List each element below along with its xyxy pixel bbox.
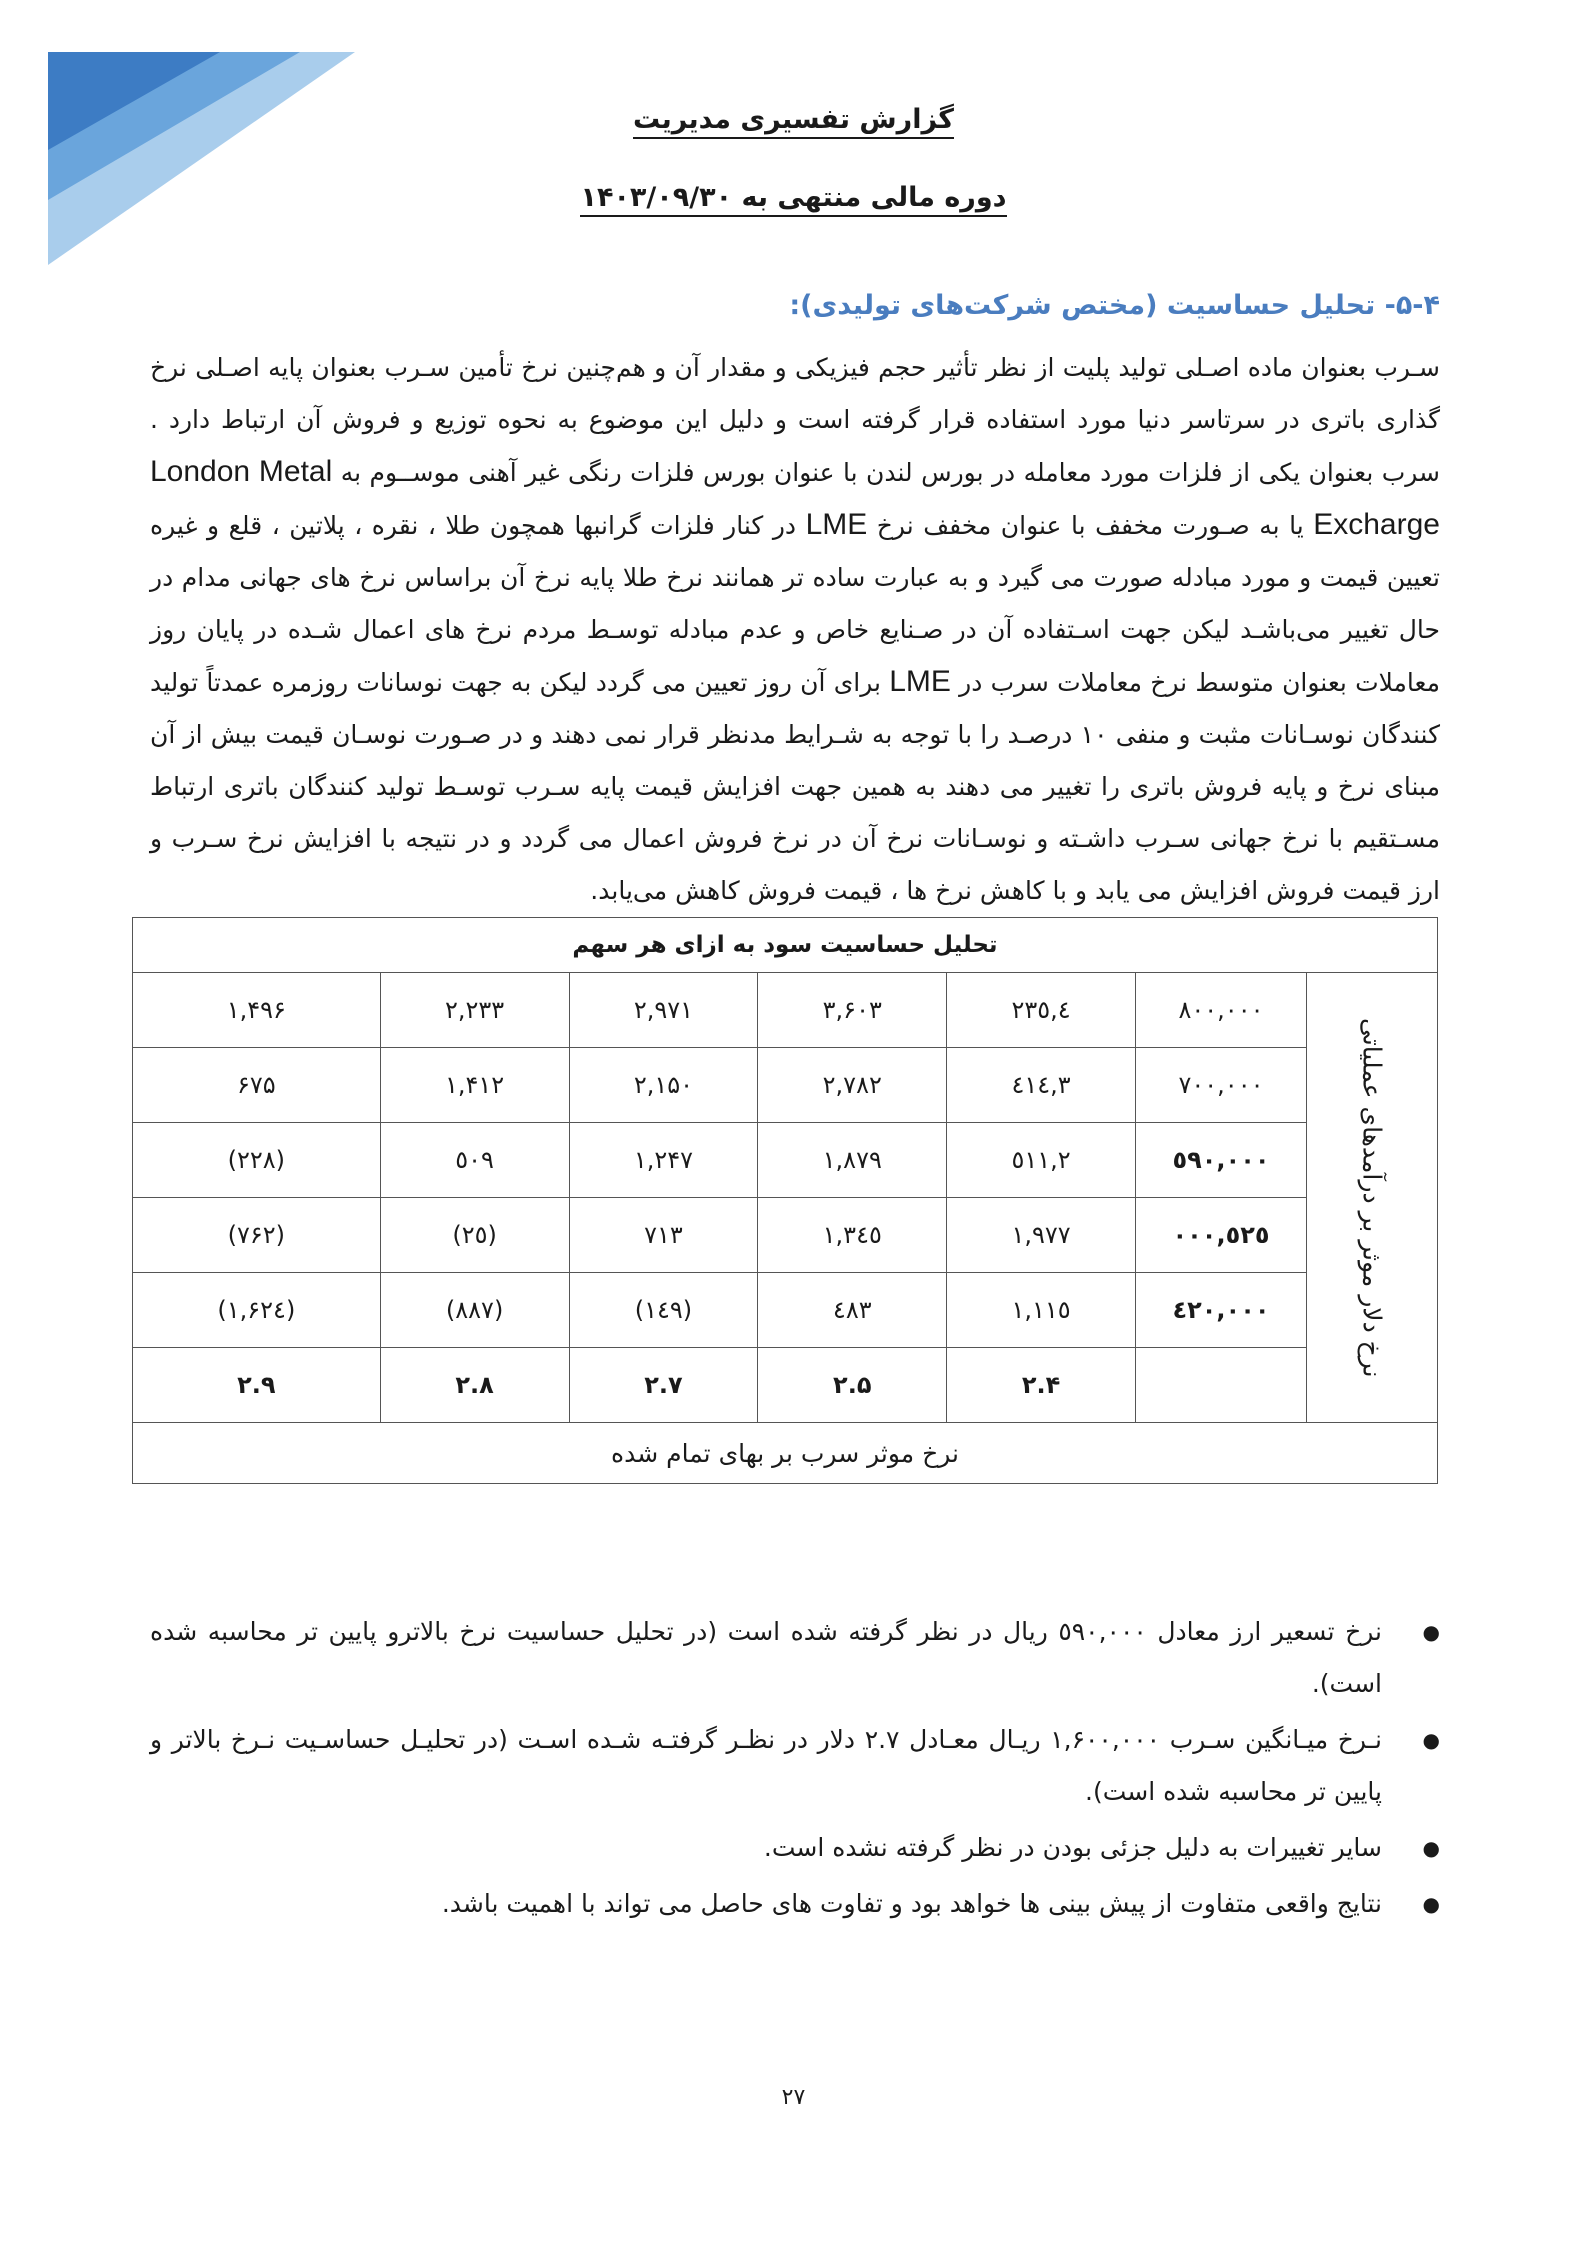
- table-cell: ۱,۴۱۲: [380, 1048, 569, 1123]
- report-title: گزارش تفسیری مدیریت: [0, 104, 1587, 135]
- table-row: [133, 1273, 1438, 1348]
- table-row: [133, 1048, 1438, 1123]
- table-row: [133, 1123, 1438, 1198]
- table-row: [133, 973, 1438, 1048]
- assumptions-list: [150, 1606, 1440, 1934]
- rate-cell: ۸۰۰,۰۰۰: [1136, 973, 1307, 1048]
- table-cell: ۲,۷۸۲: [758, 1048, 947, 1123]
- table-cell: ۱,۸۷۹: [758, 1123, 947, 1198]
- table-cell: (۱,۶۲٤): [133, 1273, 381, 1348]
- corner-decoration: [0, 0, 360, 270]
- table-cell: (۸۸۷): [380, 1273, 569, 1348]
- rate-cell: ٥۲٥,۰۰۰: [1136, 1198, 1307, 1273]
- table-cell: ۱,۳٤٥: [758, 1198, 947, 1273]
- lme-full-name: London Metal Excharge: [150, 455, 1440, 541]
- lead-rate-cell: ۲.۴: [947, 1348, 1136, 1423]
- rate-cell: ٥۹۰,۰۰۰: [1136, 1123, 1307, 1198]
- table-cell: ۳,۶۰۳: [758, 973, 947, 1048]
- page-number: ۲۷: [781, 2085, 806, 2110]
- rate-cell: ۷۰۰,۰۰۰: [1136, 1048, 1307, 1123]
- table-cell: ۲,۲۳۳: [380, 973, 569, 1048]
- column-axis-label: نرخ موثر سرب بر بهای تمام شده: [133, 1423, 1438, 1484]
- table-cell: ٥۰۹: [380, 1123, 569, 1198]
- empty-cell: [1136, 1348, 1307, 1423]
- table-cell: (۱٤۹): [569, 1273, 758, 1348]
- rate-cell: ٤۲۰,۰۰۰: [1136, 1273, 1307, 1348]
- list-item: ● نـرخ میـانگین سـرب ۱,۶۰۰,۰۰۰ ریـال معـادل ۲.۷ دلار در نظـر گرفتـه شـده اسـت (در تحلیـل حساسـیت نـرخ بالاتر و پایین تر محاسبه شده است).: [150, 1714, 1440, 1818]
- sensitivity-table: [132, 917, 1438, 1484]
- table-cell: ۱,۲۴۷: [569, 1123, 758, 1198]
- section-title: ۵-۴- تحلیل حساسیت (مختص شرکت‌های تولیدی):: [789, 290, 1440, 321]
- lme-abbr: LME: [889, 665, 951, 698]
- table-caption: تحلیل حساسیت سود به ازای هر سهم: [133, 918, 1438, 973]
- report-period: دوره مالی منتهی به ۱۴۰۳/۰۹/۳۰: [0, 182, 1587, 213]
- table-row: [133, 1198, 1438, 1273]
- row-axis-label: نرخ دلار موثر بر درآمدهای عملیاتی: [1307, 973, 1438, 1423]
- list-item: ● نتایج واقعی متفاوت از پیش بینی ها خواهد بود و تفاوت های حاصل می تواند با اهمیت باشد.: [150, 1878, 1440, 1930]
- table-cell: ۶۷۵: [133, 1048, 381, 1123]
- table-cell: ۳,٤۱٤: [947, 1048, 1136, 1123]
- table-cell: ٤,۲۳٥: [947, 973, 1136, 1048]
- lead-rate-cell: ۲.۵: [758, 1348, 947, 1423]
- table-cell: ۲,٥۱۱: [947, 1123, 1136, 1198]
- lead-rate-cell: ۲.۷: [569, 1348, 758, 1423]
- lead-rate-cell: ۲.۸: [380, 1348, 569, 1423]
- lme-abbr: LME: [805, 508, 868, 541]
- table-cell: ۱,۹۷۷: [947, 1198, 1136, 1273]
- table-cell: (۲۲۸): [133, 1123, 381, 1198]
- lead-rate-cell: ۲.۹: [133, 1348, 381, 1423]
- table-cell: ۱,۱۱٥: [947, 1273, 1136, 1348]
- list-item: ● سایر تغییرات به دلیل جزئی بودن در نظر گرفته نشده است.: [150, 1822, 1440, 1874]
- table-cell: (۲٥): [380, 1198, 569, 1273]
- section-paragraph: سـرب بعنوان ماده اصـلی تولید پلیت از نظر تأثیر حجم فیزیکی و مقدار آن و هم‌چنین نرخ تأمین سـرب بعنوان پایه اصـلی نرخ گذاری باتری در سرتاسر دنیا مورد استفاده قرار گرفته است و دلیل این موضوع به نحوه توزیع و فروش آن ارتباط دارد . سرب بعنوان یکی از فلزات مورد معامله در بورس لندن با عنوان بورس فلزات رنگی غیر آهنی موســوم به London Metal Excharge یا به صـورت مخفف با عنوان مخفف نرخ LME در کنار فلزات گرانبها همچون طلا ، نقره ، پلاتین ، قلع و غیره تعیین قیمت و مورد مبادله صورت می گیرد و به عبارت ساده تر همانند نرخ طلا پایه نرخ آن براساس نرخ های جهانی مدام در حال تغییر می‌باشـد لیکن جهت اسـتفاده آن در صـنایع خاص و عدم مبادله توسـط مردم نرخ های اعمال شـده در پایان روز معاملات بعنوان متوسط نرخ معاملات سرب در LME برای آن روز تعیین می گردد لیکن به جهت نوسانات روزمره عمدتاً تولید کنندگان نوسـانات مثبت و منفی ۱۰ درصـد را با توجه به شـرایط مدنظر قرار نمی دهند و در صـورت نوسـان قیمت بیش از آن مبنای نرخ و پایه فروش باتری را تغییر می دهند به همین جهت افزایش قیمت پایه سـرب توسـط تولید کنندگان باتری ارتباط مسـتقیم با نرخ جهانی سـرب داشـته و نوسـانات نرخ آن در نرخ فروش اعمال می گردد و در نتیجه با افزایش نرخ سـرب و ارز قیمت فروش افزایش می یابد و با کاهش نرخ ها ، قیمت فروش کاهش می‌یابد.: [150, 353, 1440, 905]
- table-cell: (۷۶۲): [133, 1198, 381, 1273]
- table-cell: ۲,۱۵۰: [569, 1048, 758, 1123]
- table-cell: ۷۱۳: [569, 1198, 758, 1273]
- list-item: ● نرخ تسعیر ارز معادل ٥۹۰,۰۰۰ ریال در نظر گرفته شده است (در تحلیل حساسیت نرخ بالاترو پایین تر محاسبه شده است).: [150, 1606, 1440, 1710]
- table-cell: ۲,۹۷۱: [569, 973, 758, 1048]
- table-cell: ٤۸۳: [758, 1273, 947, 1348]
- table-cell: ۱,۴۹۶: [133, 973, 381, 1048]
- table-row: [133, 1348, 1438, 1423]
